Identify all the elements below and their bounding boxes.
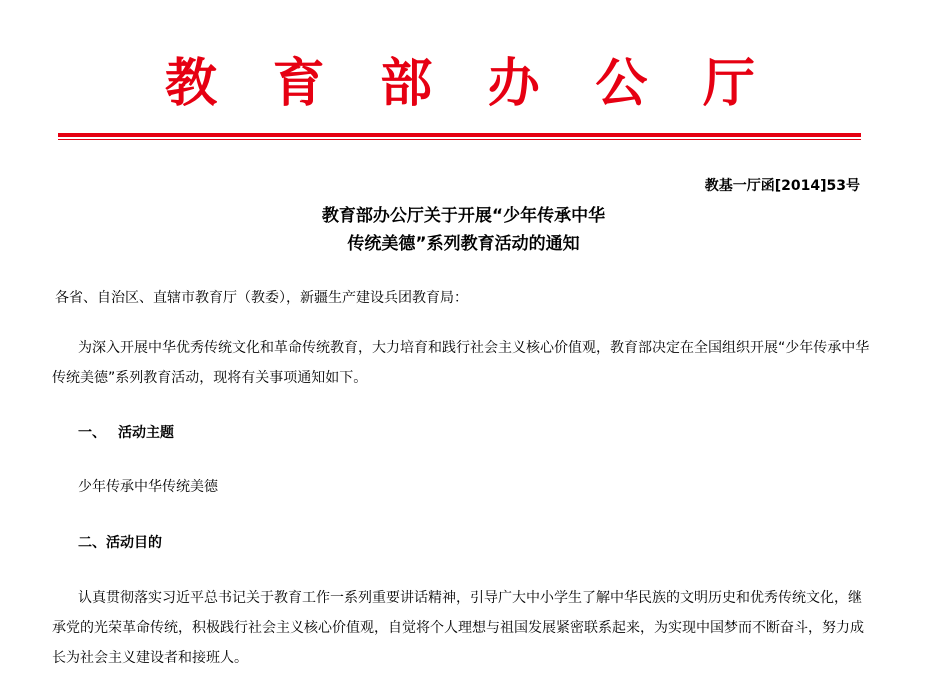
section-heading: 二、活动目的 bbox=[78, 535, 162, 551]
salutation: 各省、自治区、直辖市教育厅（教委），新疆生产建设兵团教育局： bbox=[55, 290, 468, 306]
letterhead-char: 厅 bbox=[702, 53, 755, 114]
document-title bbox=[0, 202, 927, 258]
section-body: 少年传承中华传统美德 bbox=[78, 479, 218, 495]
letterhead bbox=[0, 0, 927, 150]
document-title-line: 传统美德”系列教育活动的通知 bbox=[347, 234, 580, 254]
section-body: 认真贯彻落实习近平总书记关于教育工作一系列重要讲话精神，引导广大中小学生了解中华民族的文明历史和优秀传统文化，继承党的光荣革命传统，积极践行社会主义核心价值观，自觉将个人理想与祖国发展紧密联系起来，为实现中国梦而不断奋斗，努力成长为社会主义建设者和接班人。 bbox=[52, 590, 864, 666]
letterhead-char: 育 bbox=[272, 53, 325, 114]
letterhead-char: 办 bbox=[487, 53, 540, 114]
letterhead-title bbox=[165, 52, 755, 116]
letterhead-divider-thin bbox=[58, 139, 861, 140]
letterhead-divider-thick bbox=[58, 133, 861, 137]
letterhead-char: 部 bbox=[380, 53, 433, 114]
letterhead-char: 公 bbox=[595, 53, 648, 114]
section-number: 一、 bbox=[78, 425, 106, 441]
intro-paragraph: 为深入开展中华优秀传统文化和革命传统教育，大力培育和践行社会主义核心价值观，教育部决定在全国组织开展“少年传承中华传统美德”系列教育活动，现将有关事项通知如下。 bbox=[52, 340, 870, 386]
section-heading-text: 活动主题 bbox=[118, 425, 174, 441]
letterhead-char: 教 bbox=[165, 53, 218, 114]
document-number: 教基一厅函[2014]53号 bbox=[704, 178, 860, 194]
document-title-line: 教育部办公厅关于开展“少年传承中华 bbox=[321, 206, 606, 226]
section-heading bbox=[78, 418, 174, 448]
